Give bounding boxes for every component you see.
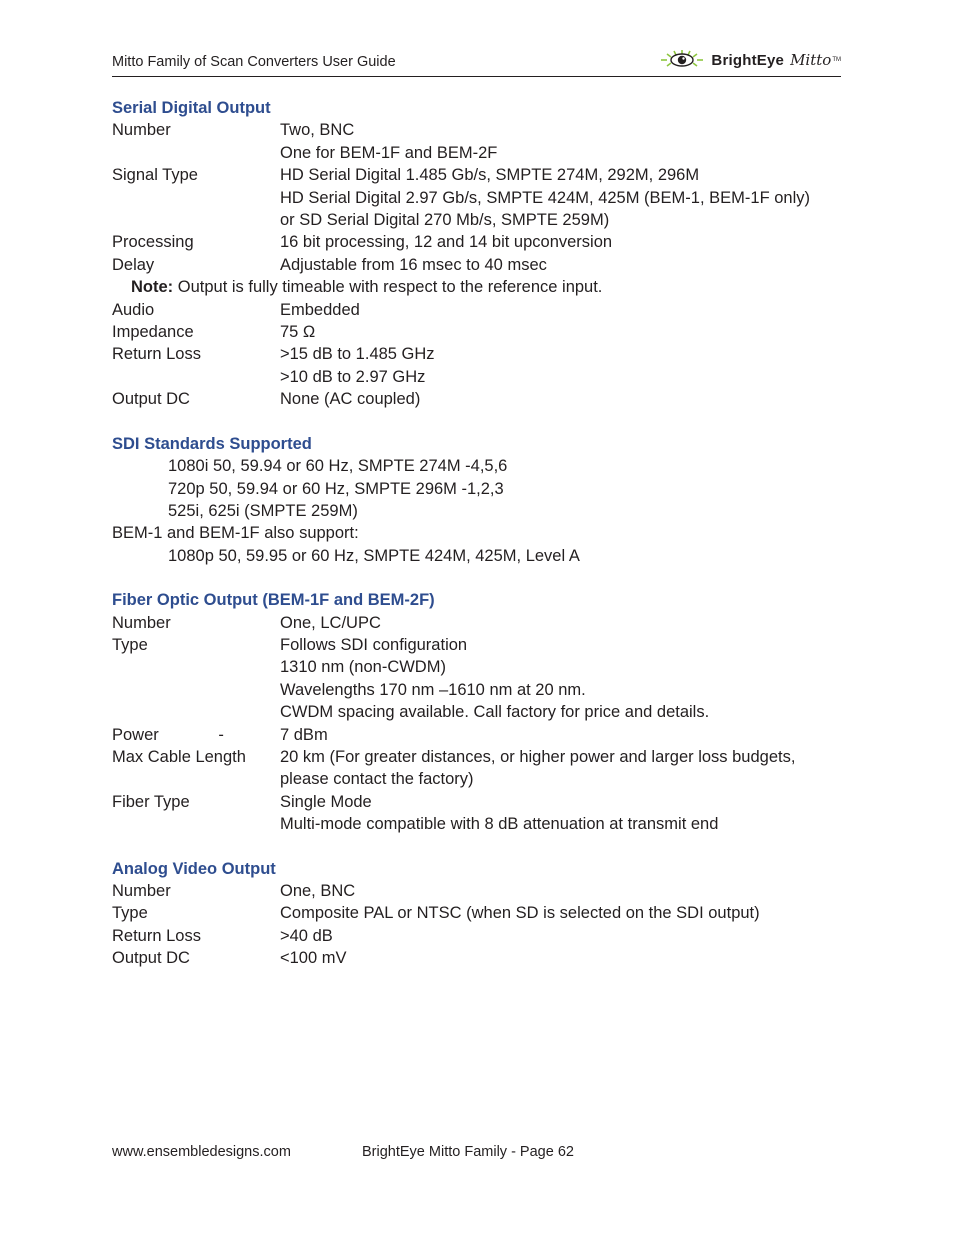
spec-row (112, 164, 842, 231)
spec-value: None (AC coupled) (280, 390, 421, 409)
spec-value: or SD Serial Digital 270 Mb/s, SMPTE 259M) (280, 211, 610, 230)
spec-value: One, LC/UPC (280, 613, 381, 632)
spec-value: >10 dB to 2.97 GHz (280, 367, 426, 386)
spec-label: Power - (112, 725, 224, 744)
brighteye-logo (659, 48, 841, 72)
footer-url: www.ensembledesigns.com (112, 1144, 291, 1160)
spec-value: One, BNC (280, 882, 356, 900)
spec-values (280, 902, 842, 924)
sdi-standards-section (112, 433, 842, 567)
spec-label: Type (112, 635, 148, 654)
spec-row (112, 299, 842, 321)
spec-value: Wavelengths 170 nm –1610 nm at 20 nm. (280, 680, 586, 699)
spec-label: Audio (112, 300, 155, 319)
spec-rows (112, 880, 842, 970)
fiber-optic-output-section (112, 589, 842, 835)
spec-row (112, 791, 842, 836)
standard-line: 720p 50, 59.94 or 60 Hz, SMPTE 296M -1,2,3 (168, 479, 504, 498)
spec-row (112, 880, 842, 902)
spec-rows (112, 612, 842, 836)
spec-row (112, 254, 842, 276)
spec-row (112, 925, 842, 947)
spec-value: <100 mV (280, 949, 347, 968)
spec-values (280, 746, 842, 791)
spec-label: Max Cable Length (112, 747, 246, 766)
spec-row (112, 902, 842, 924)
spec-value: Two, BNC (280, 121, 355, 140)
footer-page-number: BrightEye Mitto Family - Page 62 (362, 1144, 574, 1160)
spec-value: Embedded (280, 300, 360, 319)
section-title: SDI Standards Supported (112, 434, 312, 453)
spec-values (280, 321, 842, 343)
spec-values (280, 164, 842, 231)
section-title: Serial Digital Output (112, 99, 271, 117)
spec-value: please contact the factory) (280, 770, 474, 789)
spec-value: 75 Ω (280, 323, 316, 342)
note-label: Note: (131, 278, 174, 297)
spec-row (112, 388, 842, 410)
spec-value: Multi-mode compatible with 8 dB attenuation at transmit end (280, 815, 719, 834)
spec-value: 16 bit processing, 12 and 14 bit upconversion (280, 233, 613, 252)
spec-row (112, 634, 842, 724)
spec-rows (112, 119, 842, 276)
spec-label: Fiber Type (112, 792, 190, 811)
spec-values (280, 231, 842, 253)
logo-trademark: TM (832, 57, 841, 63)
spec-row (112, 119, 842, 164)
spec-values (280, 612, 842, 634)
spec-row (112, 343, 842, 388)
serial-digital-output-section (112, 97, 842, 411)
note (112, 276, 842, 298)
spec-row (112, 231, 842, 253)
spec-label: Output DC (112, 949, 190, 968)
spec-row (112, 724, 842, 746)
analog-video-output-section (112, 858, 842, 970)
standard-line: 1080i 50, 59.94 or 60 Hz, SMPTE 274M -4,5,6 (168, 457, 508, 476)
page-header (112, 44, 841, 77)
spec-value: Single Mode (280, 792, 372, 811)
spec-label: Number (112, 121, 171, 140)
spec-label: Return Loss (112, 926, 201, 945)
section-title: Fiber Optic Output (BEM-1F and BEM-2F) (112, 591, 435, 610)
spec-label: Processing (112, 233, 194, 252)
spec-value: Adjustable from 16 msec to 40 msec (280, 255, 547, 274)
spec-label: Type (112, 904, 148, 923)
spec-value: 20 km (For greater distances, or higher power and larger loss budgets, (280, 747, 796, 766)
spec-values (280, 299, 842, 321)
header-title: Mitto Family of Scan Converters User Guide (112, 54, 396, 70)
spec-value: >15 dB to 1.485 GHz (280, 345, 435, 364)
spec-label: Delay (112, 255, 155, 274)
spec-row (112, 746, 842, 791)
spec-value: HD Serial Digital 2.97 Gb/s, SMPTE 424M, 425M (BEM-1, BEM-1F only) (280, 188, 810, 207)
spec-row (112, 947, 842, 969)
eye-logo-icon (659, 48, 705, 72)
spec-rows (112, 299, 842, 411)
spec-values (280, 925, 842, 947)
spec-value: Composite PAL or NTSC (when SD is selected on the SDI output) (280, 904, 760, 923)
spec-values (280, 119, 842, 164)
spec-content (112, 97, 842, 992)
note-text: Output is fully timeable with respect to the reference input. (173, 278, 603, 297)
logo-product-text: Mitto (790, 51, 832, 69)
spec-label: Number (112, 613, 171, 632)
spec-value: Follows SDI configuration (280, 635, 468, 654)
spec-value: HD Serial Digital 1.485 Gb/s, SMPTE 274M, 292M, 296M (280, 166, 700, 185)
spec-row (112, 321, 842, 343)
spec-values (280, 634, 842, 724)
section-title: Analog Video Output (112, 859, 276, 878)
spec-value: CWDM spacing available. Call factory for price and details. (280, 703, 710, 722)
spec-values (280, 254, 842, 276)
standard-line: 525i, 625i (SMPTE 259M) (168, 501, 358, 520)
spec-values (280, 388, 842, 410)
spec-value: One for BEM-1F and BEM-2F (280, 143, 498, 162)
spec-values (280, 724, 842, 746)
spec-values (280, 791, 842, 836)
standard-line: 1080p 50, 59.95 or 60 Hz, SMPTE 424M, 425M, Level A (168, 546, 580, 565)
spec-value: 7 dBm (280, 725, 328, 744)
spec-label: Impedance (112, 323, 194, 342)
also-supports-text: BEM-1 and BEM-1F also support: (112, 524, 359, 543)
spec-label: Number (112, 882, 171, 900)
spec-values (280, 880, 842, 902)
spec-values (280, 947, 842, 969)
spec-values (280, 343, 842, 388)
spec-value: >40 dB (280, 926, 333, 945)
spec-value: 1310 nm (non-CWDM) (280, 658, 446, 677)
spec-label: Signal Type (112, 166, 198, 185)
spec-row (112, 612, 842, 634)
spec-label: Return Loss (112, 345, 201, 364)
logo-brand-text: BrightEye (711, 51, 785, 69)
spec-label: Output DC (112, 390, 190, 409)
